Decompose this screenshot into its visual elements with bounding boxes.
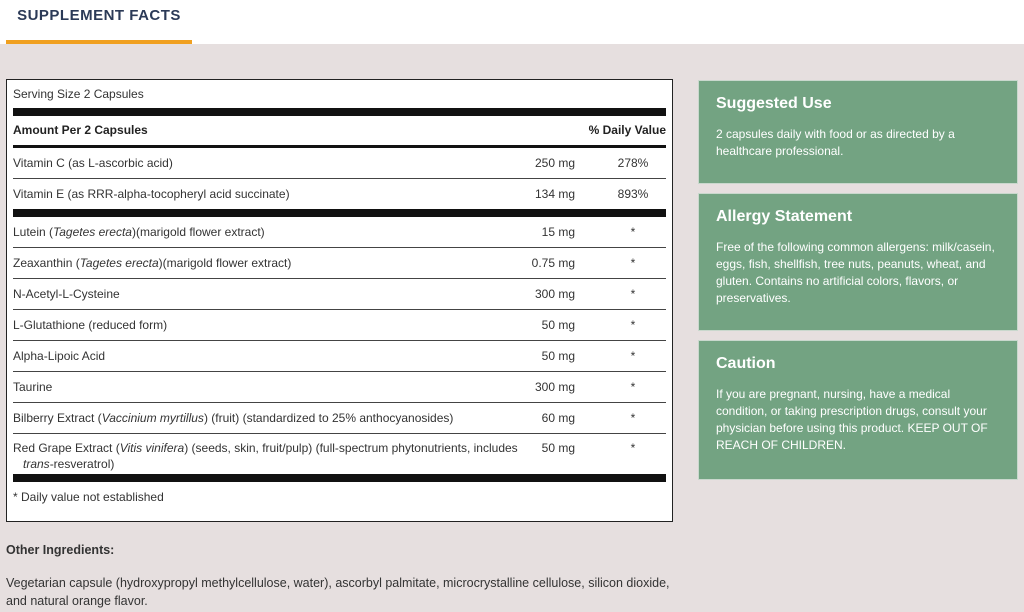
- daily-value-header: % Daily Value: [588, 123, 666, 137]
- divider-thick: [13, 209, 666, 217]
- supplement-facts-panel: [6, 79, 673, 522]
- nutrient-name: Bilberry Extract (Vaccinium myrtillus) (fruit) (standardized to 25% anthocyanosides): [13, 411, 454, 425]
- nutrient-amount: 50 mg: [541, 349, 575, 363]
- nutrient-row-vitamin-e: [13, 179, 666, 209]
- allergy-statement-title: Allergy Statement: [716, 208, 853, 225]
- nutrient-name: Zeaxanthin (Tagetes erecta)(marigold flower extract): [13, 256, 292, 270]
- nutrient-dv: *: [630, 349, 636, 363]
- nutrient-dv: *: [630, 441, 636, 455]
- allergy-statement-text: Free of the following common allergens: milk/casein, eggs, fish, shellfish, tree nuts, peanuts, wheat, and gluten. Contains no artificial colors, flavors, or preservatives.: [716, 240, 995, 305]
- nutrient-row-nac: [13, 279, 666, 310]
- nutrient-name: Vitamin E (as RRR-alpha-tocopheryl acid succinate): [13, 187, 290, 201]
- nutrient-name: L-Glutathione (reduced form): [13, 318, 168, 332]
- nutrient-amount: 250 mg: [534, 156, 575, 170]
- nutrient-amount: 60 mg: [541, 411, 575, 425]
- nutrient-dv: *: [630, 380, 636, 394]
- other-ingredients-text: Vegetarian capsule (hydroxypropyl methylcellulose, water), ascorbyl palmitate, microcrystalline cellulose, silicon dioxide, and natural orange flavor.: [6, 576, 670, 608]
- nutrient-amount: 0.75 mg: [531, 256, 575, 270]
- nutrient-row-lipoic-acid: [13, 341, 666, 372]
- nutrient-dv: 278%: [617, 156, 649, 170]
- caution-title: Caution: [716, 355, 776, 372]
- nutrient-dv: *: [630, 256, 636, 270]
- nutrient-dv: *: [630, 287, 636, 301]
- nutrient-name: Taurine: [13, 380, 53, 394]
- nutrient-row-vitamin-c: [13, 148, 666, 179]
- nutrient-name: Red Grape Extract (Vitis vinifera) (seeds, skin, fruit/pulp) (full-spectrum phytonutrients, includes trans-resveratrol): [13, 441, 518, 471]
- caution-card: [698, 340, 1018, 480]
- suggested-use-card: [698, 80, 1018, 184]
- nutrient-amount: 50 mg: [541, 318, 575, 332]
- tab-label: SUPPLEMENT FACTS: [17, 7, 181, 24]
- serving-size: Serving Size 2 Capsules: [13, 87, 144, 101]
- amount-header: Amount Per 2 Capsules: [13, 123, 148, 137]
- nutrient-dv: *: [630, 411, 636, 425]
- nutrient-row-glutathione: [13, 310, 666, 341]
- nutrient-name: Vitamin C (as L-ascorbic acid): [13, 156, 173, 170]
- suggested-use-text: 2 capsules daily with food or as directed by a healthcare professional.: [716, 127, 955, 158]
- nutrient-row-zeaxanthin: [13, 248, 666, 279]
- nutrient-amount: 300 mg: [534, 380, 575, 394]
- top-bar: [0, 0, 1024, 44]
- nutrient-amount: 50 mg: [541, 441, 575, 455]
- nutrient-name: N-Acetyl-L-Cysteine: [13, 287, 120, 301]
- nutrient-row-red-grape: [13, 434, 666, 474]
- nutrient-row-bilberry: [13, 403, 666, 434]
- nutrient-row-lutein: [13, 217, 666, 248]
- nutrient-amount: 134 mg: [534, 187, 575, 201]
- nutrient-dv: *: [630, 225, 636, 239]
- allergy-statement-card: [698, 193, 1018, 331]
- nutrient-amount: 300 mg: [534, 287, 575, 301]
- facts-header: [13, 116, 666, 148]
- nutrient-dv: *: [630, 318, 636, 332]
- nutrient-amount: 15 mg: [541, 225, 575, 239]
- nutrient-name: Lutein (Tagetes erecta)(marigold flower extract): [13, 225, 265, 239]
- other-ingredients-title: Other Ingredients:: [6, 543, 115, 557]
- suggested-use-title: Suggested Use: [716, 95, 832, 112]
- footnote: * Daily value not established: [13, 490, 164, 504]
- divider-thick: [13, 108, 666, 116]
- divider-thick: [13, 474, 666, 482]
- caution-text: If you are pregnant, nursing, have a medical condition, or taking prescription drugs, consult your physician before using this product. KEEP OUT OF REACH OF CHILDREN.: [716, 387, 988, 452]
- nutrient-name: Alpha-Lipoic Acid: [13, 349, 106, 363]
- nutrient-row-taurine: [13, 372, 666, 403]
- tab-supplement-facts[interactable]: [6, 0, 192, 44]
- nutrient-dv: 893%: [617, 187, 649, 201]
